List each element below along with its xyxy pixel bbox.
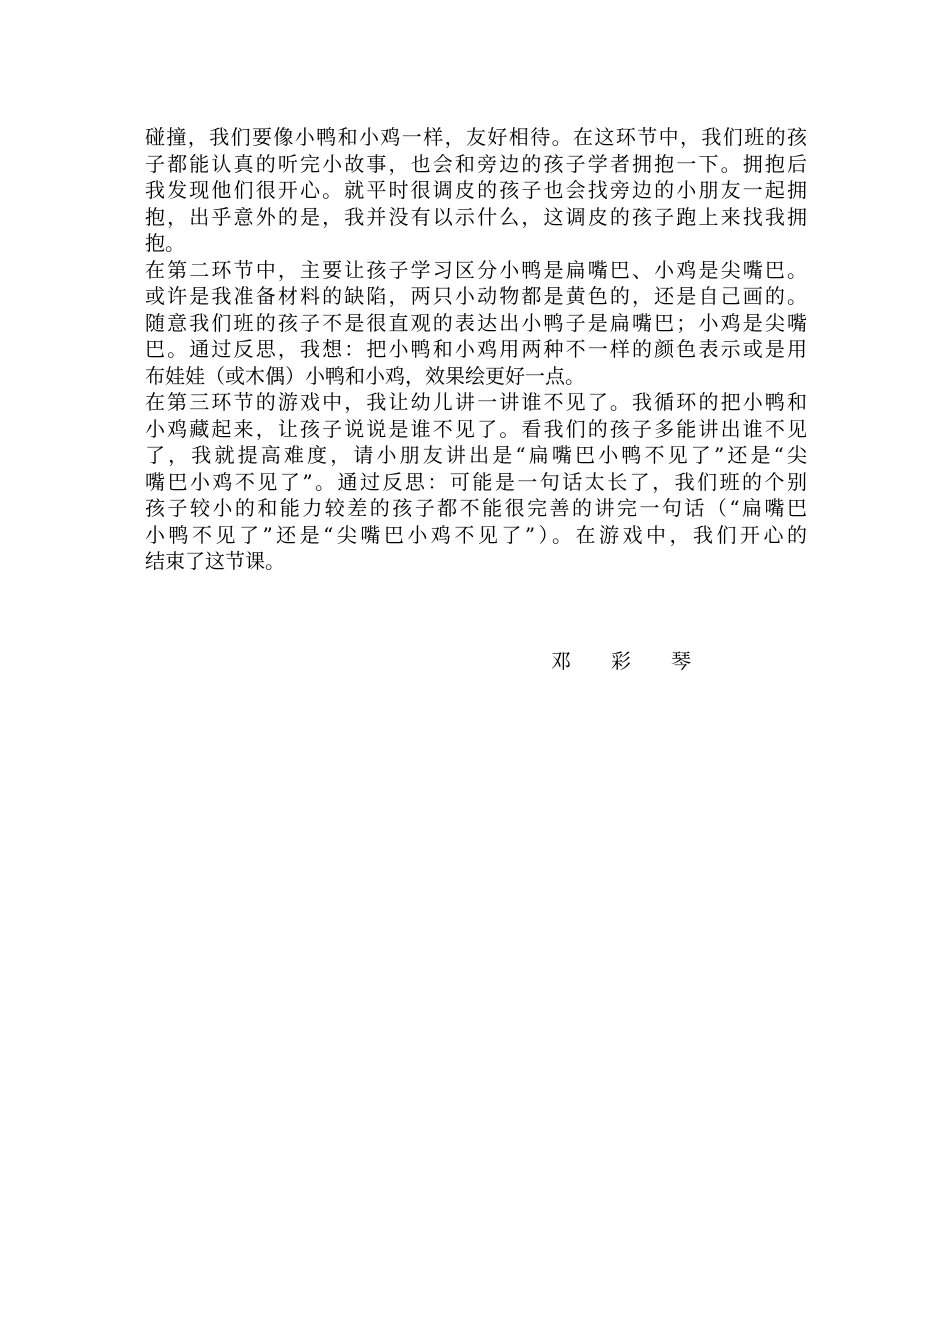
text-line: 了，我就提高难度，请小朋友讲出是“扁嘴巴小鸭不见了”还是“尖 — [145, 443, 807, 467]
body-text — [145, 124, 807, 575]
text-line: 或许是我准备材料的缺陷，两只小动物都是黄色的，还是自己画的。 — [145, 284, 807, 308]
text-line: 巴。通过反思，我想：把小鸭和小鸡用两种不一样的颜色表示或是用 — [145, 337, 807, 361]
text-line: 在第二环节中，主要让孩子学习区分小鸭是扁嘴巴、小鸡是尖嘴巴。 — [145, 257, 807, 282]
text-line: 结束了这节课。 — [145, 549, 285, 573]
text-line: 孩子较小的和能力较差的孩子都不能很完善的讲完一句话（“扁嘴巴 — [145, 496, 807, 520]
text-line: 小鸭不见了”还是“尖嘴巴小鸡不见了”）。在游戏中，我们开心的 — [145, 522, 807, 547]
text-line: 布娃娃（或木偶）小鸭和小鸡，效果绘更好一点。 — [145, 363, 585, 388]
text-line: 碰撞，我们要像小鸭和小鸡一样，友好相待。在这环节中，我们班的孩 — [145, 125, 807, 149]
text-line: 抱。 — [145, 231, 185, 255]
text-line: 子都能认真的听完小故事，也会和旁边的孩子学者拥抱一下。拥抱后 — [145, 151, 807, 176]
author-signature: 邓 彩 琴 — [551, 649, 691, 673]
text-line: 在第三环节的游戏中，我让幼儿讲一讲谁不见了。我循环的把小鸭和 — [145, 390, 807, 414]
text-line: 嘴巴小鸡不见了”。通过反思：可能是一句话太长了，我们班的个别 — [145, 469, 807, 494]
text-line: 小鸡藏起来，让孩子说说是谁不见了。看我们的孩子多能讲出谁不见 — [145, 416, 807, 441]
text-line: 随意我们班的孩子不是很直观的表达出小鸭子是扁嘴巴；小鸡是尖嘴 — [145, 310, 807, 335]
text-line: 抱，出乎意外的是，我并没有以示什么，这调皮的孩子跑上来找我拥 — [145, 204, 807, 229]
text-line: 我发现他们很开心。就平时很调皮的孩子也会找旁边的小朋友一起拥 — [145, 178, 807, 202]
